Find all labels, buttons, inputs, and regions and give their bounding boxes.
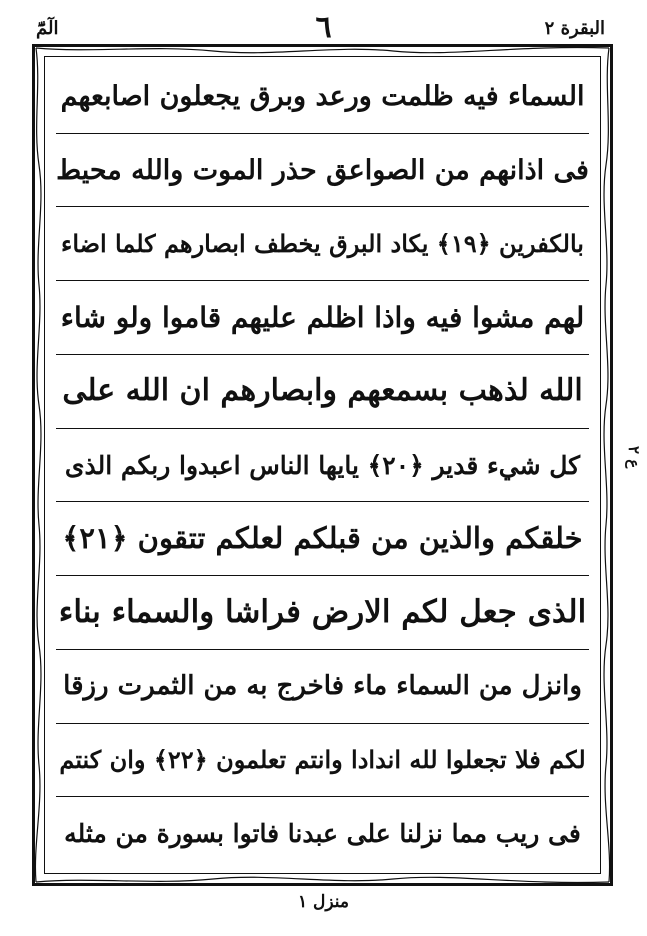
text-line: كل شيء قدير ﴿٢٠﴾ يايها الناس اعبدوا ربكم الذى: [56, 429, 589, 503]
text-line: لهم مشوا فيه واذا اظلم عليهم قاموا ولو شاء: [56, 281, 589, 355]
page-number: ٦: [315, 10, 332, 45]
ruku-margin-mark: ع ٢: [625, 446, 643, 469]
text-line: وانزل من السماء ماء فاخرج به من الثمرت رزقا: [56, 650, 589, 724]
text-line: خلقكم والذين من قبلكم لعلكم تتقون ﴿٢١﴾: [56, 502, 589, 576]
text-line: لكم فلا تجعلوا لله اندادا وانتم تعلمون ﴿٢٢﴾ وان كنتم: [56, 724, 589, 798]
text-line: السماء فيه ظلمت ورعد وبرق يجعلون اصابعهم: [56, 60, 589, 134]
text-line: فى ريب مما نزلنا على عبدنا فاتوا بسورة من مثله: [64, 819, 581, 849]
surah-name: البقرة ٢: [544, 18, 605, 39]
text-line: الذى جعل لكم الارض فراشا والسماء بناء: [56, 576, 589, 650]
text-line: فى اذانهم من الصواعق حذر الموت والله محيط: [56, 134, 589, 208]
manzil-footer: منزل ١: [297, 892, 350, 912]
text-lines: [56, 60, 589, 870]
text-line: بالكفرين ﴿١٩﴾ يكاد البرق يخطف ابصارهم كلما اضاء: [56, 207, 589, 281]
text-line: الله لذهب بسمعهم وابصارهم ان الله على: [56, 355, 589, 429]
juz-name: الٓمّٓ: [36, 18, 59, 39]
